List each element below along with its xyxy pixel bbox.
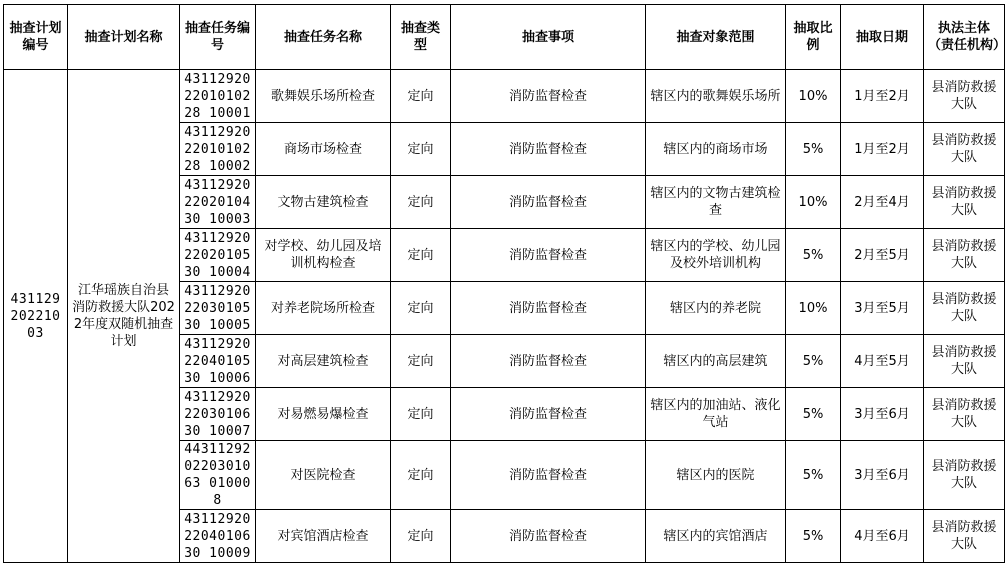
subject-cell: 县消防救援大队: [924, 441, 1005, 510]
type-cell: 定向: [391, 335, 451, 388]
header-plan-code: 抽查计划编号: [4, 5, 68, 70]
task-name-cell: 对易燃易爆检查: [256, 388, 391, 441]
task-code-cell: 431129202203010630 10007: [180, 388, 256, 441]
date-cell: 1月至2月: [841, 123, 924, 176]
task-code-cell: 431129202202010430 10003: [180, 176, 256, 229]
type-cell: 定向: [391, 70, 451, 123]
task-name-cell: 歌舞娱乐场所检查: [256, 70, 391, 123]
scope-cell: 辖区内的医院: [646, 441, 786, 510]
ratio-cell: 5%: [786, 510, 841, 563]
header-plan-name: 抽查计划名称: [68, 5, 180, 70]
ratio-cell: 5%: [786, 123, 841, 176]
ratio-cell: 5%: [786, 229, 841, 282]
scope-cell: 辖区内的学校、幼儿园及校外培训机构: [646, 229, 786, 282]
task-code-cell: 443112920220301063 010008: [180, 441, 256, 510]
subject-cell: 县消防救援大队: [924, 70, 1005, 123]
type-cell: 定向: [391, 441, 451, 510]
ratio-cell: 5%: [786, 441, 841, 510]
scope-cell: 辖区内的养老院: [646, 282, 786, 335]
task-code-cell: 431129202204010530 10006: [180, 335, 256, 388]
item-cell: 消防监督检查: [451, 388, 646, 441]
item-cell: 消防监督检查: [451, 123, 646, 176]
date-cell: 1月至2月: [841, 70, 924, 123]
subject-cell: 县消防救援大队: [924, 335, 1005, 388]
item-cell: 消防监督检查: [451, 441, 646, 510]
task-name-cell: 文物古建筑检查: [256, 176, 391, 229]
task-name-cell: 对医院检查: [256, 441, 391, 510]
task-code-cell: 431129202201010228 10002: [180, 123, 256, 176]
subject-cell: 县消防救援大队: [924, 123, 1005, 176]
subject-cell: 县消防救援大队: [924, 510, 1005, 563]
header-scope: 抽查对象范围: [646, 5, 786, 70]
header-type: 抽查类型: [391, 5, 451, 70]
type-cell: 定向: [391, 510, 451, 563]
item-cell: 消防监督检查: [451, 510, 646, 563]
date-cell: 3月至6月: [841, 441, 924, 510]
task-name-cell: 对养老院场所检查: [256, 282, 391, 335]
ratio-cell: 10%: [786, 176, 841, 229]
date-cell: 3月至5月: [841, 282, 924, 335]
scope-cell: 辖区内的商场市场: [646, 123, 786, 176]
task-name-cell: 对宾馆酒店检查: [256, 510, 391, 563]
ratio-cell: 5%: [786, 388, 841, 441]
task-name-cell: 对学校、幼儿园及培训机构检查: [256, 229, 391, 282]
header-task-code: 抽查任务编号: [180, 5, 256, 70]
task-code-cell: 431129202203010530 10005: [180, 282, 256, 335]
header-item: 抽查事项: [451, 5, 646, 70]
item-cell: 消防监督检查: [451, 176, 646, 229]
subject-cell: 县消防救援大队: [924, 176, 1005, 229]
header-task-name: 抽查任务名称: [256, 5, 391, 70]
task-name-cell: 商场市场检查: [256, 123, 391, 176]
date-cell: 4月至6月: [841, 510, 924, 563]
inspection-plan-table: [3, 4, 1005, 563]
scope-cell: 辖区内的高层建筑: [646, 335, 786, 388]
item-cell: 消防监督检查: [451, 282, 646, 335]
ratio-cell: 10%: [786, 282, 841, 335]
task-code-cell: 431129202201010228 10001: [180, 70, 256, 123]
subject-cell: 县消防救援大队: [924, 282, 1005, 335]
header-subject: 执法主体（责任机构）: [924, 5, 1005, 70]
ratio-cell: 5%: [786, 335, 841, 388]
plan-code-cell: 431129202210 03: [4, 70, 68, 563]
task-name-cell: 对高层建筑检查: [256, 335, 391, 388]
scope-cell: 辖区内的文物古建筑检查: [646, 176, 786, 229]
plan-name-cell: 江华瑶族自治县消防救援大队2022年度双随机抽查计划: [68, 70, 180, 563]
task-code-cell: 431129202202010530 10004: [180, 229, 256, 282]
date-cell: 3月至6月: [841, 388, 924, 441]
date-cell: 2月至4月: [841, 176, 924, 229]
type-cell: 定向: [391, 229, 451, 282]
header-ratio: 抽取比例: [786, 5, 841, 70]
date-cell: 2月至5月: [841, 229, 924, 282]
subject-cell: 县消防救援大队: [924, 388, 1005, 441]
task-code-cell: 431129202204010630 10009: [180, 510, 256, 563]
ratio-cell: 10%: [786, 70, 841, 123]
scope-cell: 辖区内的宾馆酒店: [646, 510, 786, 563]
type-cell: 定向: [391, 176, 451, 229]
table-row: [4, 70, 1005, 123]
type-cell: 定向: [391, 282, 451, 335]
header-date: 抽取日期: [841, 5, 924, 70]
scope-cell: 辖区内的加油站、液化气站: [646, 388, 786, 441]
header-row: [4, 5, 1005, 70]
date-cell: 4月至5月: [841, 335, 924, 388]
item-cell: 消防监督检查: [451, 335, 646, 388]
subject-cell: 县消防救援大队: [924, 229, 1005, 282]
scope-cell: 辖区内的歌舞娱乐场所: [646, 70, 786, 123]
type-cell: 定向: [391, 388, 451, 441]
item-cell: 消防监督检查: [451, 229, 646, 282]
item-cell: 消防监督检查: [451, 70, 646, 123]
type-cell: 定向: [391, 123, 451, 176]
